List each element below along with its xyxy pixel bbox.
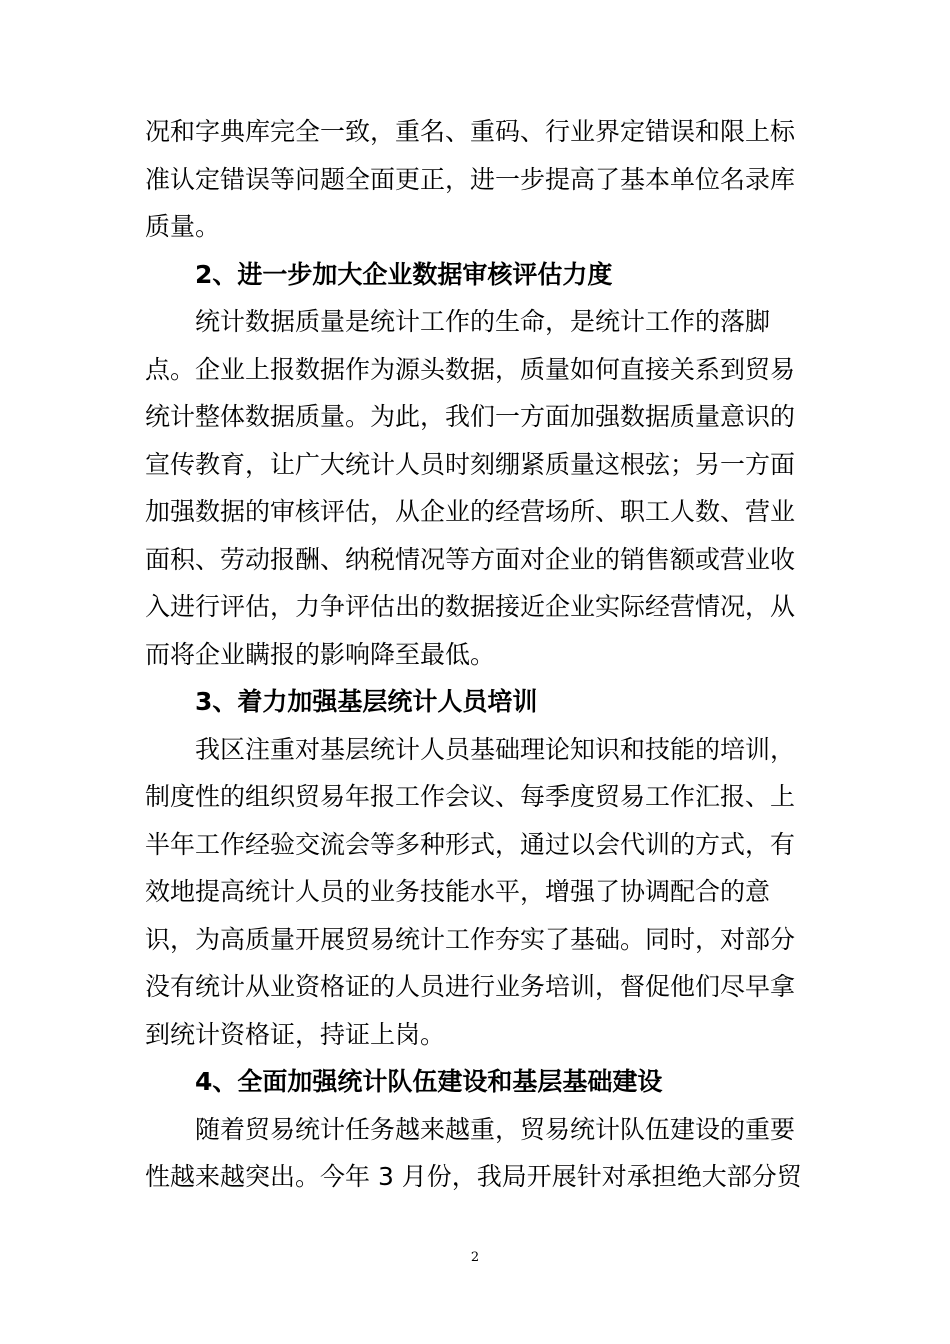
body-line: 识，为高质量开展贸易统计工作夯实了基础。同时，对部分 bbox=[145, 924, 796, 954]
section-heading-2: 2、进一步加大企业数据审核评估力度 bbox=[195, 259, 613, 289]
body-line: 效地提高统计人员的业务技能水平，增强了协调配合的意 bbox=[145, 877, 771, 906]
body-line: 到统计资格证，持证上岗。 bbox=[145, 1019, 446, 1049]
body-line: 半年工作经验交流会等多种形式，通过以会代训的方式，有 bbox=[145, 829, 796, 859]
body-line: 况和字典库完全一致，重名、重码、行业界定错误和限上标 bbox=[145, 117, 796, 146]
body-line: 没有统计从业资格证的人员进行业务培训，督促他们尽早拿 bbox=[145, 972, 796, 1001]
section-heading-3: 3、着力加强基层统计人员培训 bbox=[195, 687, 538, 716]
section-heading-4: 4、全面加强统计队伍建设和基层基础建设 bbox=[195, 1067, 663, 1096]
body-line: 入进行评估，力争评估出的数据接近企业实际经营情况，从 bbox=[145, 592, 796, 621]
body-line: 加强数据的审核评估，从企业的经营场所、职工人数、营业 bbox=[145, 497, 796, 526]
body-line: 面积、劳动报酬、纳税情况等方面对企业的销售额或营业收 bbox=[145, 544, 796, 574]
paragraph-first-line: 我区注重对基层统计人员基础理论知识和技能的培训， bbox=[195, 734, 796, 764]
body-line: 宣传教育，让广大统计人员时刻绷紧质量这根弦；另一方面 bbox=[145, 449, 796, 479]
paragraph-first-line: 随着贸易统计任务越来越重，贸易统计队伍建设的重要 bbox=[195, 1114, 796, 1144]
body-line: 统计整体数据质量。为此，我们一方面加强数据质量意识的 bbox=[145, 402, 796, 431]
paragraph-first-line: 统计数据质量是统计工作的生命，是统计工作的落脚 bbox=[195, 307, 771, 336]
document-body bbox=[145, 108, 835, 1201]
body-line: 性越来越突出。今年 3 月份，我局开展针对承担绝大部分贸 bbox=[145, 1162, 802, 1191]
body-line: 而将企业瞒报的影响降至最低。 bbox=[145, 639, 496, 669]
body-line: 质量。 bbox=[145, 212, 221, 241]
body-line: 制度性的组织贸易年报工作会议、每季度贸易工作汇报、上 bbox=[145, 782, 796, 811]
page-number: 2 bbox=[470, 1250, 480, 1265]
body-line: 准认定错误等问题全面更正，进一步提高了基本单位名录库 bbox=[145, 164, 796, 194]
body-line: 点。企业上报数据作为源头数据，质量如何直接关系到贸易 bbox=[145, 354, 796, 384]
